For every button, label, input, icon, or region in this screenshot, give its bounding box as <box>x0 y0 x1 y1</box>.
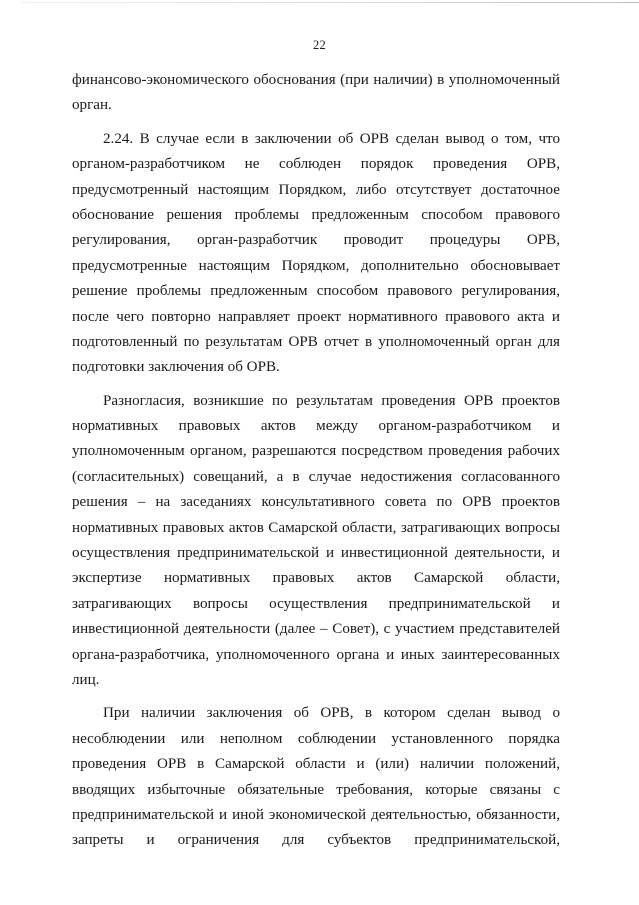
text-line: обоснование решения проблемы предложенным способом правового <box>72 206 560 223</box>
paragraph <box>72 127 560 381</box>
text-line: орган. <box>72 97 112 114</box>
text-line: вводящих избыточные обязательные требования, которые связаны с <box>72 781 560 798</box>
paragraph <box>72 68 560 119</box>
text-line: При наличии заключения об ОРВ, в котором сделан вывод о <box>103 705 560 722</box>
text-line: (согласительных) совещаний, а в случае недостижения согласованного <box>72 468 560 485</box>
text-line: проведения ОРВ в Самарской области и (или) наличии положений, <box>72 756 560 773</box>
paragraph-gap <box>72 693 560 701</box>
paragraph-gap <box>72 381 560 389</box>
text-line: нормативных правовых актов между органом-разработчиком и <box>72 418 560 435</box>
text-line: несоблюдении или неполном соблюдении установленного порядка <box>72 730 560 747</box>
scan-edge-line <box>20 2 639 3</box>
text-line: 2.24. В случае если в заключении об ОРВ сделан вывод о том, что <box>103 130 560 147</box>
text-line: регулирования, орган-разработчик проводит процедуры ОРВ, <box>72 232 560 249</box>
paragraph <box>72 701 560 853</box>
text-line: инвестиционной деятельности (далее – Совет), с участием представителей <box>72 621 560 638</box>
text-line: уполномоченным органом, разрешаются посредством проведения рабочих <box>72 443 560 460</box>
paragraph-gap <box>72 119 560 127</box>
text-line: осуществления предпринимательской и инвестиционной деятельности, и <box>72 545 560 562</box>
text-line: лиц. <box>72 671 100 688</box>
text-line: предпринимательской и иной экономической деятельностью, обязанности, <box>72 806 560 823</box>
text-line: экспертизе нормативных правовых актов Самарской области, <box>72 570 560 587</box>
paragraph <box>72 389 560 694</box>
text-line: подготовки заключения об ОРВ. <box>72 359 280 376</box>
text-line: органом-разработчиком не соблюден порядок проведения ОРВ, <box>72 156 560 173</box>
text-line: предусмотренные настоящим Порядком, дополнительно обосновывает <box>72 257 560 274</box>
text-line: Разногласия, возникшие по результатам проведения ОРВ проектов <box>103 392 560 409</box>
text-line: затрагивающих вопросы осуществления предпринимательской и <box>72 595 560 612</box>
text-line: органа-разработчика, уполномоченного органа и иных заинтересованных <box>72 646 560 663</box>
page-number: 22 <box>312 38 327 52</box>
text-line: нормативных правовых актов Самарской области, затрагивающих вопросы <box>72 519 560 536</box>
text-line: решение проблемы предложенным способом правового регулирования, <box>72 283 560 300</box>
text-line: предусмотренный настоящим Порядком, либо отсутствует достаточное <box>72 181 560 198</box>
text-line: подготовленный по результатам ОРВ отчет в уполномоченный орган для <box>72 333 560 350</box>
text-line: финансово-экономического обоснования (при наличии) в уполномоченный <box>72 72 560 88</box>
body-text <box>72 68 560 854</box>
text-line: после чего повторно направляет проект нормативного правового акта и <box>72 308 560 325</box>
text-line: запреты и ограничения для субъектов предпринимательской, <box>72 832 560 849</box>
text-line: решения – на заседаниях консультативного совета по ОРВ проектов <box>72 494 560 511</box>
